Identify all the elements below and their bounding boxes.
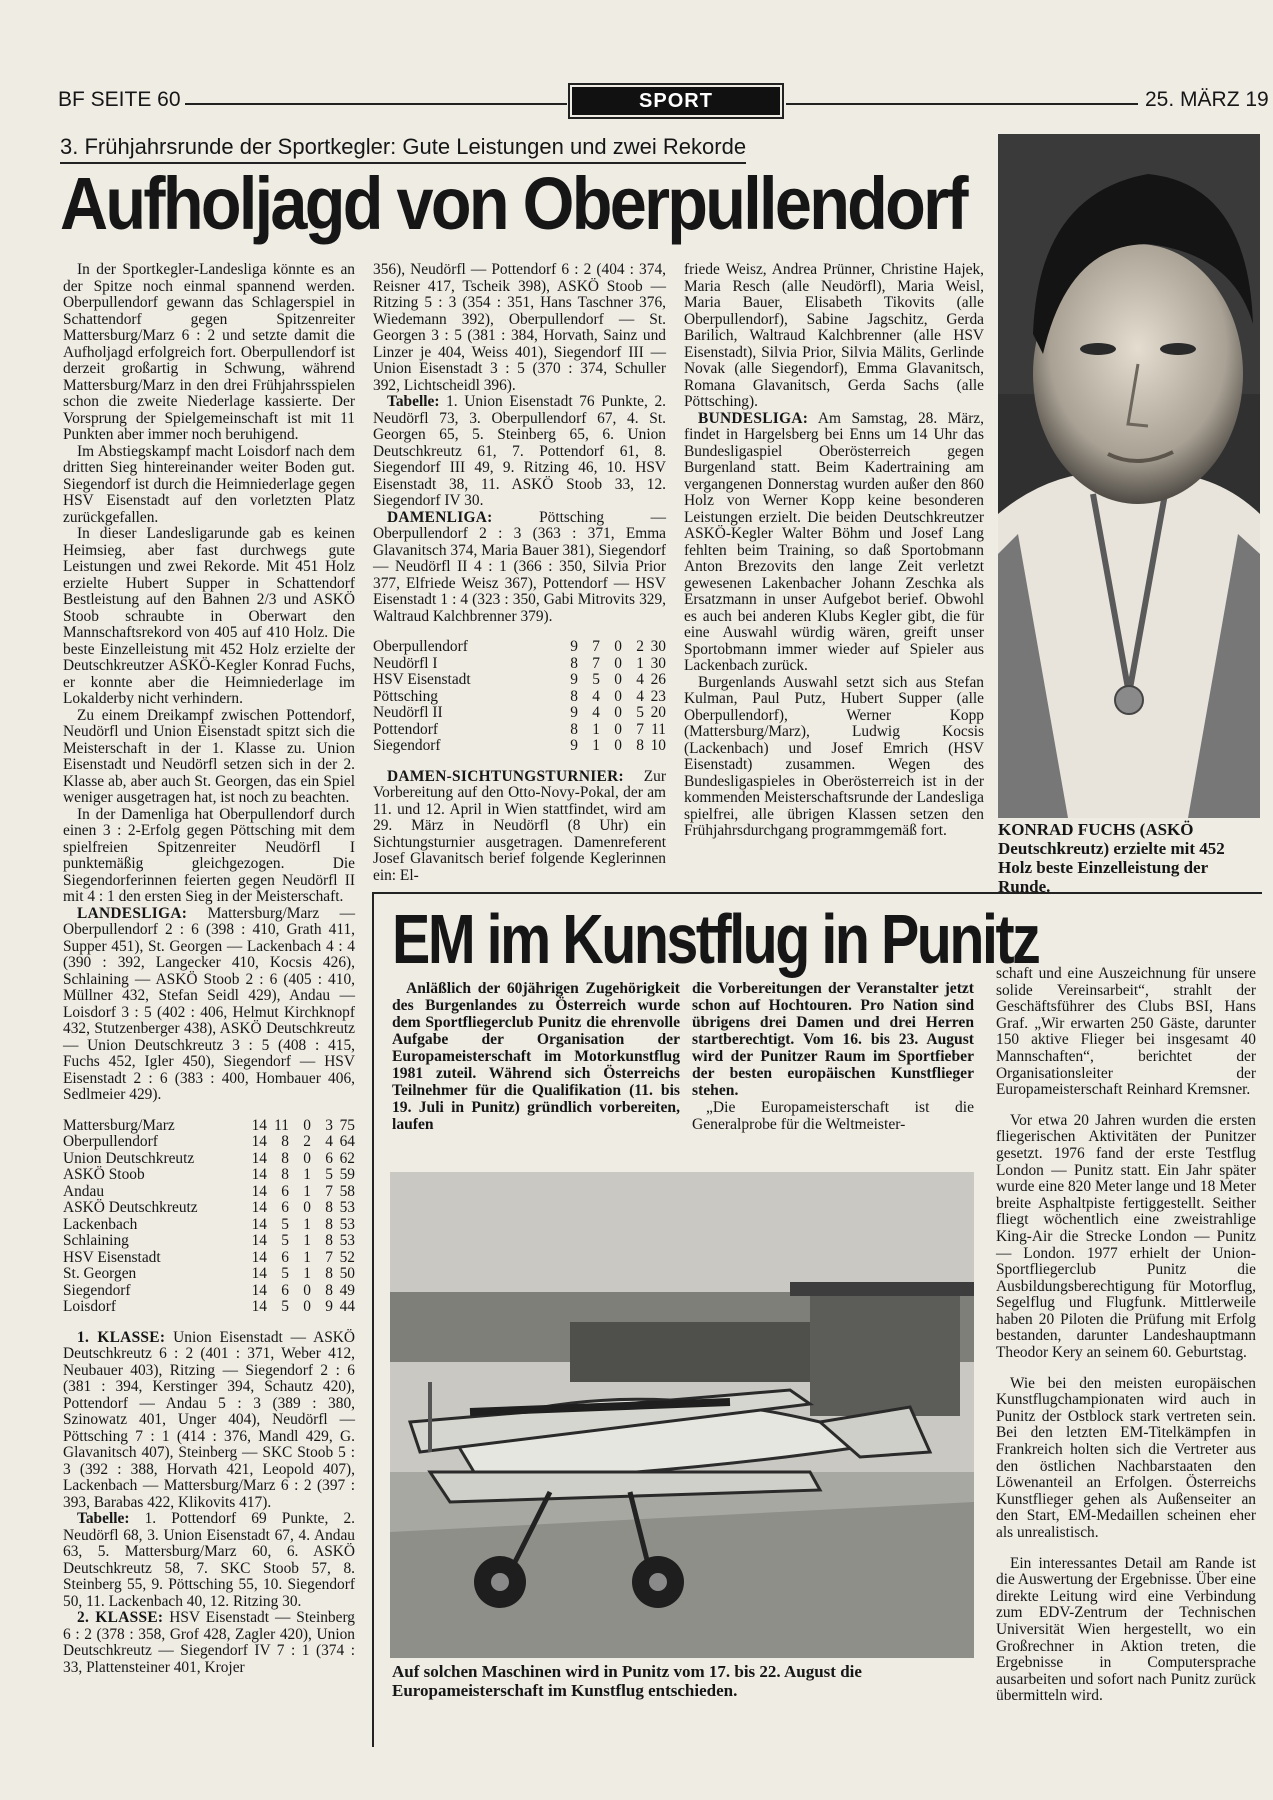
table-cell: 53 bbox=[339, 1215, 355, 1233]
team-name: Mattersburg/Marz bbox=[63, 1116, 175, 1134]
table-row bbox=[63, 1299, 355, 1316]
table-cell: 9 bbox=[570, 704, 578, 721]
standings-table bbox=[63, 1118, 355, 1316]
header-rule-right bbox=[786, 103, 1138, 105]
table-cell: 8 bbox=[325, 1232, 333, 1249]
paragraph: Wie bei den meisten europäischen Kunstflugchampionaten wird auch in Punitz der Ostblock stark vertreten sein. Bei den letzten EM-Titelkämpfen in Frankreich holten sich die Vertreter aus den östlichen Nachbarstaaten den Löwenanteil an Erfolgen. Österreichs Kunstflieger gehen als Außenseiter an den Start, EM-Medaillen scheinen eher als unrealistisch. bbox=[996, 1374, 1256, 1541]
table-cell: 0 bbox=[303, 1199, 311, 1216]
table-cell: 0 bbox=[303, 1149, 311, 1167]
table-cell: 4 bbox=[592, 687, 600, 705]
section-lead: 2. KLASSE: bbox=[77, 1609, 164, 1626]
header-rule-left bbox=[185, 103, 567, 105]
table-row bbox=[63, 1217, 355, 1234]
section-text: HSV Eisenstadt — Steinberg 6 : 2 (378 : 358, Grof 428, Zagler 420), Union Deutschkreutz — Siegendorf IV 7 : 1 (374 : 33, Plattensteiner 401, Krojer bbox=[63, 1609, 355, 1676]
table-cell: 7 bbox=[325, 1248, 333, 1266]
article-divider bbox=[372, 892, 1262, 894]
table-cell: 14 bbox=[251, 1232, 267, 1249]
team-name: HSV Eisenstadt bbox=[63, 1248, 161, 1266]
team-name: Union Deutschkreutz bbox=[63, 1149, 195, 1167]
table-cell: 4 bbox=[325, 1133, 333, 1150]
table-cell: 8 bbox=[281, 1149, 289, 1167]
table-cell: 1 bbox=[592, 720, 600, 738]
table-cell: 8 bbox=[570, 687, 578, 705]
table-row bbox=[63, 1167, 355, 1184]
table-cell: 9 bbox=[570, 671, 578, 688]
table-row bbox=[63, 1250, 355, 1267]
table-cell: 5 bbox=[592, 671, 600, 688]
table-cell: 7 bbox=[592, 654, 600, 672]
table-cell: 5 bbox=[636, 704, 644, 721]
table-cell: 0 bbox=[614, 687, 622, 705]
table-cell: 49 bbox=[339, 1281, 355, 1299]
paragraph: Vor etwa 20 Jahren wurden die ersten fliegerischen Aktivitäten der Punitzer gesetzt. 1976 fand der erste Testflug London — Punitz statt. Ein Jahr später wurde eine 820 Meter lange und 18 Meter breite Asphaltpiste fertiggestellt. Seither fliegt wöchentlich eine zweistrahlige King-Air die Strecke London — Punitz — London. 1977 erhielt der Union-Sportfliegerclub Punitz die Ausbildungsberechtigung für Motorflug, Segelflug und Flugfunk. Mittlerweile haben 20 Piloten die Prüfung mit Erfolg bestanden, darunter Landeshauptmann Theodor Kery an seinem 60. Geburtstag. bbox=[996, 1111, 1256, 1362]
paragraph: In der Sportkegler-Landesliga könnte es an der Spitze noch einmal spannend werden. Oberpullendorf gewann das Schlagerspiel in Schattendorf gegen Spitzenreiter Mattersburg/Marz 6 : 2 und setzte damit die Aufholjagd erfolgreich fort. Oberpullendorf ist derzeit großartig in Schwung, während Mattersburg/Marz in den drei Frühjahrsspielen schon die zweite Niederlage kassierte. Der Vorsprung der Spielgemeinschaft ist mit 11 Punkten aber immer noch beruhigend. bbox=[63, 261, 355, 443]
table-row bbox=[373, 722, 666, 739]
section-text: 1. Union Eisenstadt 76 Punkte, 2. Neudörfl 73, 3. Oberpullendorf 67, 4. St. Georgen 65, 5. Steinberg 65, 6. Union Deutschkreutz 61, 7. Pottendorf 61, 8. Siegendorf III 49, 9. Ritzing 46, 10. HSV Eisenstadt 38, 11. ASKÖ Stoob 33, 12. Siegendorf IV 30. bbox=[373, 393, 666, 509]
page-number: BF SEITE 60 bbox=[58, 88, 181, 111]
table-row bbox=[373, 656, 666, 673]
table-row bbox=[373, 705, 666, 722]
paragraph: schaft und eine Auszeichnung für unsere solide Vereinsarbeit“, strahlt der Geschäftsführer des Clubs BSI, Hans Graf. „Wir erwarten 250 Gäste, darunter 150 aktive Flieger bei insgesamt 40 Mannschaften“, berichtet der Organisationsleiter der Europameisterschaft Reinhard Kremsner. bbox=[996, 965, 1256, 1099]
table-row bbox=[63, 1200, 355, 1217]
table-cell: 4 bbox=[636, 671, 644, 688]
article2-column-right bbox=[996, 966, 1256, 1705]
article-headline: Aufholjagd von Oberpullendorf bbox=[60, 162, 966, 245]
team-name: Pottendorf bbox=[373, 720, 438, 738]
table-cell: 11 bbox=[274, 1116, 289, 1134]
table-cell: 0 bbox=[614, 654, 622, 672]
section-lead: 1. KLASSE: bbox=[77, 1328, 166, 1346]
table-cell: 26 bbox=[650, 671, 666, 688]
table-cell: 9 bbox=[570, 638, 578, 655]
table-cell: 1 bbox=[303, 1232, 311, 1249]
aerobatic-plane-image bbox=[390, 1172, 974, 1658]
table-cell: 8 bbox=[570, 720, 578, 738]
team-name: Neudörfl I bbox=[373, 654, 438, 672]
table-cell: 14 bbox=[251, 1182, 267, 1200]
table-cell: 6 bbox=[281, 1248, 289, 1266]
paragraph bbox=[373, 769, 666, 885]
konrad-fuchs-photo bbox=[998, 134, 1260, 818]
team-name: Siegendorf bbox=[63, 1281, 131, 1299]
table-cell: 58 bbox=[339, 1182, 355, 1200]
team-name: Schlaining bbox=[63, 1232, 129, 1249]
section-lead: LANDESLIGA: bbox=[77, 904, 188, 922]
table-row bbox=[63, 1118, 355, 1135]
table-cell: 0 bbox=[614, 671, 622, 688]
paragraph: „Die Europameisterschaft ist die Generalprobe für die Weltmeister- bbox=[692, 1099, 974, 1133]
section-lead: DAMEN-SICHTUNGSTURNIER: bbox=[387, 767, 624, 785]
paragraph: friede Weisz, Andrea Prünner, Christine Hajek, Maria Resch (alle Neudörfl), Maria Weisl, Maria Bauer, Elisabeth Tikovits (alle Oberpullendorf), Sabine Jagschitz, Gerda Barilich, Waltraud Kalchbrenner (alle HSV Eisenstadt), Silvia Prior, Silvia Mälits, Gerlinde Novak (alle Siegendorf), Emma Glavanitsch, Romana Glavanitsch, Gerda Sachs (alle Pöttsching). bbox=[684, 261, 984, 410]
table-cell: 14 bbox=[251, 1248, 267, 1266]
team-name: St. Georgen bbox=[63, 1265, 137, 1282]
team-name: Oberpullendorf bbox=[63, 1133, 158, 1150]
table-cell: 62 bbox=[339, 1149, 355, 1167]
table-cell: 1 bbox=[303, 1182, 311, 1200]
paragraph bbox=[63, 1610, 355, 1676]
table-cell: 6 bbox=[325, 1149, 333, 1167]
paragraph: die Vorbereitungen der Veranstalter jetzt schon auf Hochtouren. Pro Nation sind übrigens drei Damen und drei Herren startberechtigt. Vom 16. bis 23. August wird der Punitzer Raum im Sportfieber der besten europäischen Kunstflieger stehen. bbox=[692, 980, 974, 1099]
table-cell: 5 bbox=[281, 1232, 289, 1249]
section-text: Am Samstag, 28. März, findet in Hargelsberg bei Enns um 14 Uhr das Bundesligaspiel Oberösterreich gegen Burgenland statt. Beim Kadertraining am vergangenen Donnerstag wurden außer den 860 Holz von Werner Kopp keine besonderen Leistungen erzielt. Die beiden Deutschkreutzer ASKÖ-Kegler Walter Böhm und Josef Lang fehlten beim Training, so daß Sportobmann Anton Brezovits den lange Zeit verletzt gewesenen Lakenbacher Johann Zeschka als Ersatzmann in unser Aufgebot berief. Obwohl es auch bei anderen Klubs Kegler gibt, die für eine Auswahl würdig wären, greift unser Sportobmann immer wieder auf Spieler aus Lackenbach zurück. bbox=[684, 409, 984, 674]
section-lead: DAMENLIGA: bbox=[387, 508, 493, 526]
paragraph bbox=[63, 1330, 355, 1512]
table-cell: 7 bbox=[592, 638, 600, 655]
table-row bbox=[373, 639, 666, 656]
table-cell: 6 bbox=[281, 1199, 289, 1216]
table-cell: 14 bbox=[251, 1133, 267, 1150]
article-column-3 bbox=[684, 262, 984, 840]
table-cell: 14 bbox=[251, 1265, 267, 1282]
table-cell: 0 bbox=[614, 638, 622, 655]
table-cell: 5 bbox=[325, 1166, 333, 1183]
table-cell: 2 bbox=[636, 638, 644, 655]
article-column-2 bbox=[373, 262, 666, 884]
table-cell: 23 bbox=[650, 687, 666, 705]
team-name: ASKÖ Stoob bbox=[63, 1166, 145, 1183]
table-cell: 8 bbox=[325, 1215, 333, 1233]
table-cell: 20 bbox=[650, 704, 666, 721]
section-lead: Tabelle: bbox=[387, 393, 440, 410]
airplane-photo bbox=[390, 1172, 974, 1658]
team-name: HSV Eisenstadt bbox=[373, 671, 471, 688]
team-name: ASKÖ Deutschkreutz bbox=[63, 1199, 198, 1216]
table-cell: 1 bbox=[592, 737, 600, 754]
paragraph bbox=[63, 906, 355, 1104]
table-cell: 4 bbox=[592, 704, 600, 721]
table-cell: 1 bbox=[303, 1248, 311, 1266]
article2-headline: EM im Kunstflug in Punitz bbox=[392, 900, 1039, 978]
table-cell: 6 bbox=[281, 1182, 289, 1200]
table-cell: 8 bbox=[636, 737, 644, 754]
table-cell: 14 bbox=[251, 1149, 267, 1167]
team-name: Oberpullendorf bbox=[373, 638, 468, 655]
table-row bbox=[63, 1184, 355, 1201]
table-cell: 5 bbox=[281, 1298, 289, 1315]
section-text: Pöttsching — Oberpullendorf 2 : 3 (363 : 371, Emma Glavanitsch 374, Maria Bauer 381), Siegendorf — Neudörfl II 4 : 1 (366 : 350, Silvia Prior 377, Elfriede Weisz 367), Pottendorf — HSV Eisenstadt 1 : 4 (323 : 350, Gabi Mitrovits 329, Waltraud Kalchbrenner 379). bbox=[373, 508, 666, 625]
portrait-caption: KONRAD FUCHS (ASKÖ Deutschkreutz) erzielte mit 452 Holz beste Einzelleistung der Runde. bbox=[998, 820, 1225, 896]
table-cell: 4 bbox=[636, 687, 644, 705]
table-row bbox=[63, 1151, 355, 1168]
table-row bbox=[373, 689, 666, 706]
section-text: Union Eisenstadt — ASKÖ Deutschkreutz 6 : 2 (401 : 371, Weber 412, Neubauer 403), Ritzing — Siegendorf 2 : 6 (381 : 394, Kerstinger 394, Schautz 420), Pottendorf — Andau 5 : 3 (389 : 380, Szinowatz 401, Unger 404), Neudörfl — Pöttsching 7 : 1 (414 : 376, Mandl 429, G. Glavanitsch 407), Steinberg — SKC Stoob 5 : 3 (392 : 388, Horvath 421, Leopold 407), Lackenbach — Mattersburg/Marz 6 : 2 (397 : 393, Barabas 422, Klikovits 417). bbox=[63, 1328, 355, 1511]
table-cell: 53 bbox=[339, 1232, 355, 1249]
team-name: Andau bbox=[63, 1182, 105, 1200]
paragraph: 356), Neudörfl — Pottendorf 6 : 2 (404 : 374, Reisner 417, Tscheik 398), ASKÖ Stoob — Ritzing 5 : 3 (354 : 351, Hans Taschner 376, Wiedemann 392), Oberpullendorf — St. Georgen 3 : 5 (381 : 384, Horvath, Sainz und Linzer je 404, Weiss 401), Siegendorf III — Union Eisenstadt 3 : 5 (370 : 374, Schuller 392, Lichtscheidl 396). bbox=[373, 261, 666, 394]
table-cell: 0 bbox=[303, 1298, 311, 1315]
table-cell: 0 bbox=[614, 704, 622, 721]
team-name: Pöttsching bbox=[373, 687, 438, 705]
table-cell: 5 bbox=[281, 1265, 289, 1282]
table-cell: 7 bbox=[325, 1182, 333, 1200]
table-row bbox=[63, 1266, 355, 1283]
table-cell: 14 bbox=[251, 1166, 267, 1183]
table-cell: 7 bbox=[636, 720, 644, 738]
table-cell: 8 bbox=[325, 1281, 333, 1299]
table-cell: 8 bbox=[281, 1133, 289, 1150]
table-cell: 8 bbox=[325, 1199, 333, 1216]
paragraph bbox=[684, 411, 984, 675]
table-cell: 44 bbox=[339, 1298, 355, 1315]
team-name: Lackenbach bbox=[63, 1215, 138, 1233]
airplane-caption: Auf solchen Maschinen wird in Punitz vom 17. bis 22. August die Europameisterschaft im Kunstflug entschieden. bbox=[392, 1662, 862, 1700]
section-text: 1. Pottendorf 69 Punkte, 2. Neudörfl 68, 3. Union Eisenstadt 67, 4. Andau 63, 5. Mattersburg/Marz 60, 6. ASKÖ Deutschkreutz 58, 7. SKC Stoob 57, 8. Steinberg 55, 9. Pöttsching 55, 10. Siegendorf 50, 11. Lackenbach 40, 12. Ritzing 30. bbox=[63, 1510, 355, 1610]
paragraph: Anläßlich der 60jährigen Zugehörigkeit des Burgenlandes zu Österreich wurde dem Sportfliegerclub Punitz die ehrenvolle Aufgabe der Organisation der Europameisterschaft im Motorkunstflug 1981 zuteil. Während sich Österreichs Teilnehmer für die Qualifikation (11. bis 19. Juli in Punitz) gründlich vorbereiten, laufen bbox=[392, 980, 680, 1133]
issue-date: 25. MÄRZ 19 bbox=[1145, 88, 1269, 111]
table-cell: 30 bbox=[650, 654, 666, 672]
table-cell: 1 bbox=[303, 1166, 311, 1183]
table-cell: 52 bbox=[339, 1248, 355, 1266]
table-cell: 9 bbox=[325, 1298, 333, 1315]
team-name: Siegendorf bbox=[373, 737, 441, 754]
table-cell: 14 bbox=[251, 1298, 267, 1315]
paragraph: Im Abstiegskampf macht Loisdorf nach dem dritten Sieg hintereinander weiter Boden gut. Siegendorf ist durch die Heimniederlage gegen HSV Eisenstadt auf den vorletzten Platz zurückgefallen. bbox=[63, 442, 355, 526]
table-cell: 6 bbox=[281, 1281, 289, 1299]
portrait-photo bbox=[998, 134, 1260, 818]
table-cell: 0 bbox=[303, 1116, 311, 1134]
article-divider-vertical bbox=[372, 892, 374, 1747]
paragraph: Ein interessantes Detail am Rande ist die Auswertung der Ergebnisse. Über eine direkte Leitung wird eine Verbindung zum EDV-Zentrum der Technischen Universität Wien hergestellt, wo ein Großrechner in Aktion treten, die Ergebnisse in Computersprache ausarbeiten und sofort nach Punitz zurück übermitteln wird. bbox=[996, 1554, 1256, 1705]
table-cell: 5 bbox=[281, 1215, 289, 1233]
paragraph bbox=[63, 1511, 355, 1610]
table-row bbox=[373, 672, 666, 689]
table-cell: 8 bbox=[325, 1265, 333, 1282]
table-cell: 0 bbox=[614, 720, 622, 738]
table-cell: 59 bbox=[339, 1166, 355, 1183]
section-lead: Tabelle: bbox=[77, 1510, 130, 1527]
table-row bbox=[63, 1283, 355, 1300]
section-lead: BUNDESLIGA: bbox=[698, 409, 809, 427]
table-cell: 9 bbox=[570, 737, 578, 754]
article-kicker: 3. Frühjahrsrunde der Sportkegler: Gute Leistungen und zwei Rekorde bbox=[60, 134, 746, 164]
table-cell: 50 bbox=[339, 1265, 355, 1282]
damen-standings-table bbox=[373, 639, 666, 755]
table-cell: 10 bbox=[650, 737, 666, 754]
section-text: Mattersburg/Marz — Oberpullendorf 2 : 6 (398 : 410, Grath 411, Supper 451), St. Georgen — Lackenbach 4 : 4 (390 : 392, Langecker 410, Kocsis 426), Schlaining — ASKÖ Stoob 2 : 6 (405 : 410, Müllner 432, Stefan Seidl 429), Andau — Loisdorf 3 : 5 (402 : 406, Helmut Kirchknopf 432, Stutzenberger 438), ASKÖ Deutschkreutz — Union Deutschkreutz 3 : 5 (408 : 415, Fuchs 452, Igler 450), Siegendorf — HSV Eisenstadt 2 : 6 (383 : 400, Hombauer 406, Sedlmeier 429). bbox=[63, 904, 355, 1103]
article2-intro-col2 bbox=[692, 980, 974, 1133]
table-cell: 14 bbox=[251, 1281, 267, 1299]
article-column-1 bbox=[63, 262, 355, 1676]
article2-intro-col1 bbox=[392, 980, 680, 1133]
paragraph: Burgenlands Auswahl setzt sich aus Stefan Kulman, Paul Putz, Hubert Supper (alle Oberpullendorf), Werner Kopp (Mattersburg/Marz), Ludwig Kocsis (Lackenbach) und Josef Emrich (HSV Eisenstadt) zusammen. Wegen des Bundesligaspieles in Oberösterreich ist in der kommenden Meisterschaftsrunde der Landesliga spielfrei, alle übrigen Klassen setzen den Frühjahrsdurchgang programmgemäß fort. bbox=[684, 673, 984, 839]
table-cell: 2 bbox=[303, 1133, 311, 1150]
table-cell: 1 bbox=[636, 654, 644, 672]
paragraph: Zu einem Dreikampf zwischen Pottendorf, Neudörfl und Union Eisenstadt spitzt sich die Meisterschaft in der 1. Klasse zu. Union Eisenstadt und Neudörfl setzen sich in der 2. Klasse ab, aber auch St. Georgen, das ein Spiel weniger ausgetragen hat, ist noch zu beachten. bbox=[63, 706, 355, 806]
paragraph: In der Damenliga hat Oberpullendorf durch einen 3 : 2-Erfolg gegen Pöttsching mit dem spielfreien Spitzenreiter Neudörfl I punktemäßig gleichgezogen. Die Siegendorferinnen feierten gegen Neudörfl II mit 4 : 1 den ersten Sieg in der Meisterschaft. bbox=[63, 805, 355, 905]
table-row bbox=[63, 1233, 355, 1250]
table-cell: 3 bbox=[325, 1116, 333, 1134]
table-cell: 0 bbox=[303, 1281, 311, 1299]
table-row bbox=[63, 1134, 355, 1151]
table-cell: 14 bbox=[251, 1215, 267, 1233]
table-cell: 64 bbox=[339, 1133, 355, 1150]
section-text: Zur Vorbereitung auf den Otto-Novy-Pokal, der am 11. und 12. April in Wien stattfindet, wird am 29. März in Neudörfl (8 Uhr) ein Sichtungsturnier ausgetragen. Damenreferent Josef Glavanitsch berief folgende Keglerinnen ein: El- bbox=[373, 767, 666, 884]
table-cell: 11 bbox=[651, 720, 666, 738]
paragraph bbox=[373, 394, 666, 510]
table-cell: 1 bbox=[303, 1215, 311, 1233]
table-cell: 8 bbox=[570, 654, 578, 672]
table-cell: 14 bbox=[251, 1116, 267, 1134]
paragraph bbox=[373, 510, 666, 626]
table-cell: 0 bbox=[614, 737, 622, 754]
table-cell: 8 bbox=[281, 1166, 289, 1183]
team-name: Loisdorf bbox=[63, 1298, 117, 1315]
table-cell: 30 bbox=[650, 638, 666, 655]
table-cell: 14 bbox=[251, 1199, 267, 1216]
paragraph: In dieser Landesligarunde gab es keinen Heimsieg, aber fast durchwegs gute Leistungen und zwei Rekorde. Mit 451 Holz erzielte Hubert Supper in Schattendorf Bestleistung auf den Bahnen 2/3 und ASKÖ Stoob schraubte in Oberwart den Mannschaftsrekord von 405 auf 410 Holz. Die beste Einzelleistung mit 452 Holz erzielte der Deutschkreutzer ASKÖ-Kegler Konrad Fuchs, er konnte aber die Heimniederlage im Lokalderby nicht verhindern. bbox=[63, 525, 355, 707]
section-label: SPORT bbox=[572, 87, 780, 115]
table-cell: 53 bbox=[339, 1199, 355, 1216]
team-name: Neudörfl II bbox=[373, 704, 443, 721]
table-cell: 75 bbox=[339, 1116, 355, 1134]
table-row bbox=[373, 738, 666, 755]
table-cell: 1 bbox=[303, 1265, 311, 1282]
